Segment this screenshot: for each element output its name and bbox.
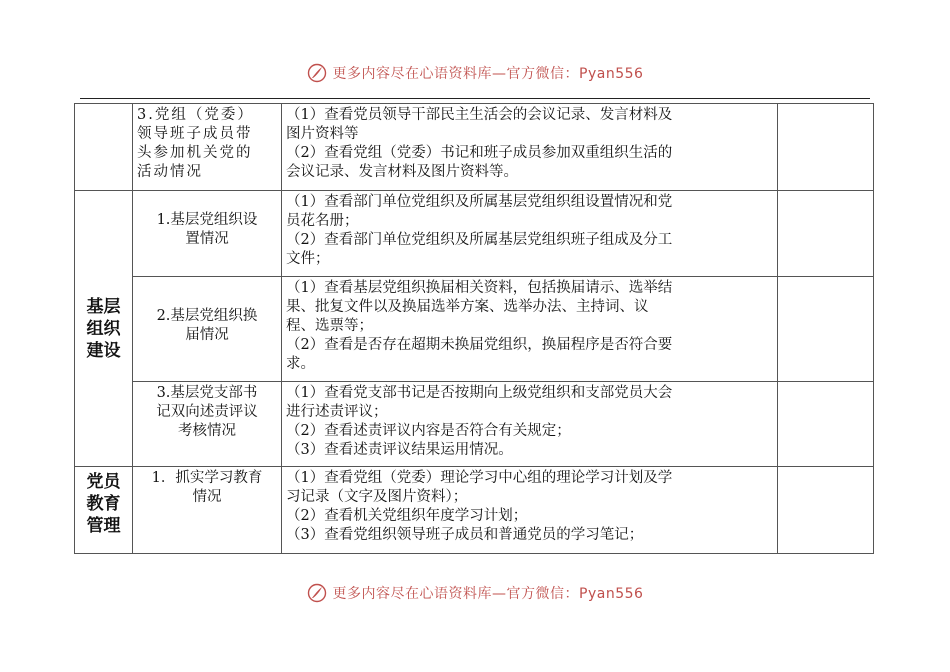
content-cell (282, 104, 778, 191)
item-line: 记双向述责评议 (156, 404, 258, 420)
note-cell (778, 277, 874, 382)
content-line: （1）查看部门单位党组织及所属基层党组织组设置情况和党 (286, 194, 673, 210)
content-line: 会议记录、发言材料及图片资料等。 (286, 164, 518, 180)
content-line: 求。 (286, 356, 315, 372)
item-cell (133, 191, 282, 277)
item-line: 领导班子成员带 (137, 126, 253, 142)
item-cell (133, 382, 282, 467)
item-line: 1.基层党组织设 (156, 212, 258, 228)
item-line: 置情况 (185, 231, 229, 247)
note-cell (778, 191, 874, 277)
content-line: （3）查看述责评议结果运用情况。 (286, 442, 513, 458)
category-line: 组织 (86, 318, 121, 339)
category-cell (75, 104, 133, 191)
content-line: （2）查看机关党组织年度学习计划； (286, 508, 528, 524)
watermark-text: 更多内容尽在心语资料库—官方微信：Pyan556 (332, 586, 644, 602)
content-line: 图片资料等 (286, 126, 359, 142)
header-rule (80, 98, 870, 99)
note-cell (778, 104, 874, 191)
content-line: （2）查看述责评议内容是否符合有关规定； (286, 423, 571, 439)
category-cell (75, 467, 133, 554)
content-line: （1）查看党组（党委）理论学习中心组的理论学习计划及学 (286, 470, 673, 486)
content-cell (282, 382, 778, 467)
table-row (75, 191, 874, 277)
note-cell (778, 467, 874, 554)
content-line: 果、批复文件以及换届选举方案、选举办法、主持词、议 (286, 299, 649, 315)
item-cell (133, 277, 282, 382)
content-line: 进行述责评议； (286, 404, 388, 420)
category-line: 管理 (86, 516, 121, 536)
category-line: 党员 (86, 472, 121, 492)
item-line: 头参加机关党的 (137, 145, 253, 161)
category-line: 教育 (86, 494, 121, 514)
note-cell (778, 382, 874, 467)
item-line: 考核情况 (178, 423, 236, 439)
content-line: （2）查看部门单位党组织及所属基层党组织班子组成及分工 (286, 232, 673, 248)
content-line: 文件； (286, 251, 330, 267)
header-watermark (0, 58, 950, 88)
content-cell (282, 277, 778, 382)
content-line: （1）查看党员领导干部民主生活会的会议记录、发言材料及 (286, 107, 673, 123)
content-line: （2）查看是否存在超期未换届党组织，换届程序是否符合要 (286, 337, 673, 353)
category-cell (75, 191, 133, 467)
content-line: 习记录（文字及图片资料）； (286, 489, 468, 505)
item-line: 3.基层党支部书 (156, 385, 258, 401)
item-line: 活动情况 (137, 164, 203, 180)
category-line: 建设 (86, 340, 121, 361)
quill-logo-icon (307, 63, 327, 83)
item-cell (133, 467, 282, 554)
category-line: 基层 (86, 296, 121, 317)
inspection-table (74, 103, 874, 554)
item-line: 情况 (192, 489, 222, 505)
table-row (75, 467, 874, 554)
content-line: （3）查看党组织领导班子成员和普通党员的学习笔记； (286, 527, 644, 543)
table-row (75, 277, 874, 382)
content-cell (282, 467, 778, 554)
item-line: 2.基层党组织换 (156, 308, 258, 324)
content-line: （2）查看党组（党委）书记和班子成员参加双重组织生活的 (286, 145, 673, 161)
content-cell (282, 191, 778, 277)
table-row (75, 104, 874, 191)
content-line: （1）查看党支部书记是否按期向上级党组织和支部党员大会 (286, 385, 673, 401)
item-line: 届情况 (185, 327, 229, 343)
watermark-text: 更多内容尽在心语资料库—官方微信：Pyan556 (332, 66, 644, 82)
content-line: 程、选票等； (286, 318, 373, 334)
footer-watermark (0, 578, 950, 608)
table-row (75, 382, 874, 467)
item-line: 1．抓实学习教育 (151, 470, 263, 486)
item-line: 3.党组（党委） (137, 107, 254, 123)
content-line: （1）查看基层党组织换届相关资料，包括换届请示、选举结 (286, 280, 673, 296)
quill-logo-icon (307, 583, 327, 603)
item-cell (133, 104, 282, 191)
content-line: 员花名册； (286, 213, 359, 229)
